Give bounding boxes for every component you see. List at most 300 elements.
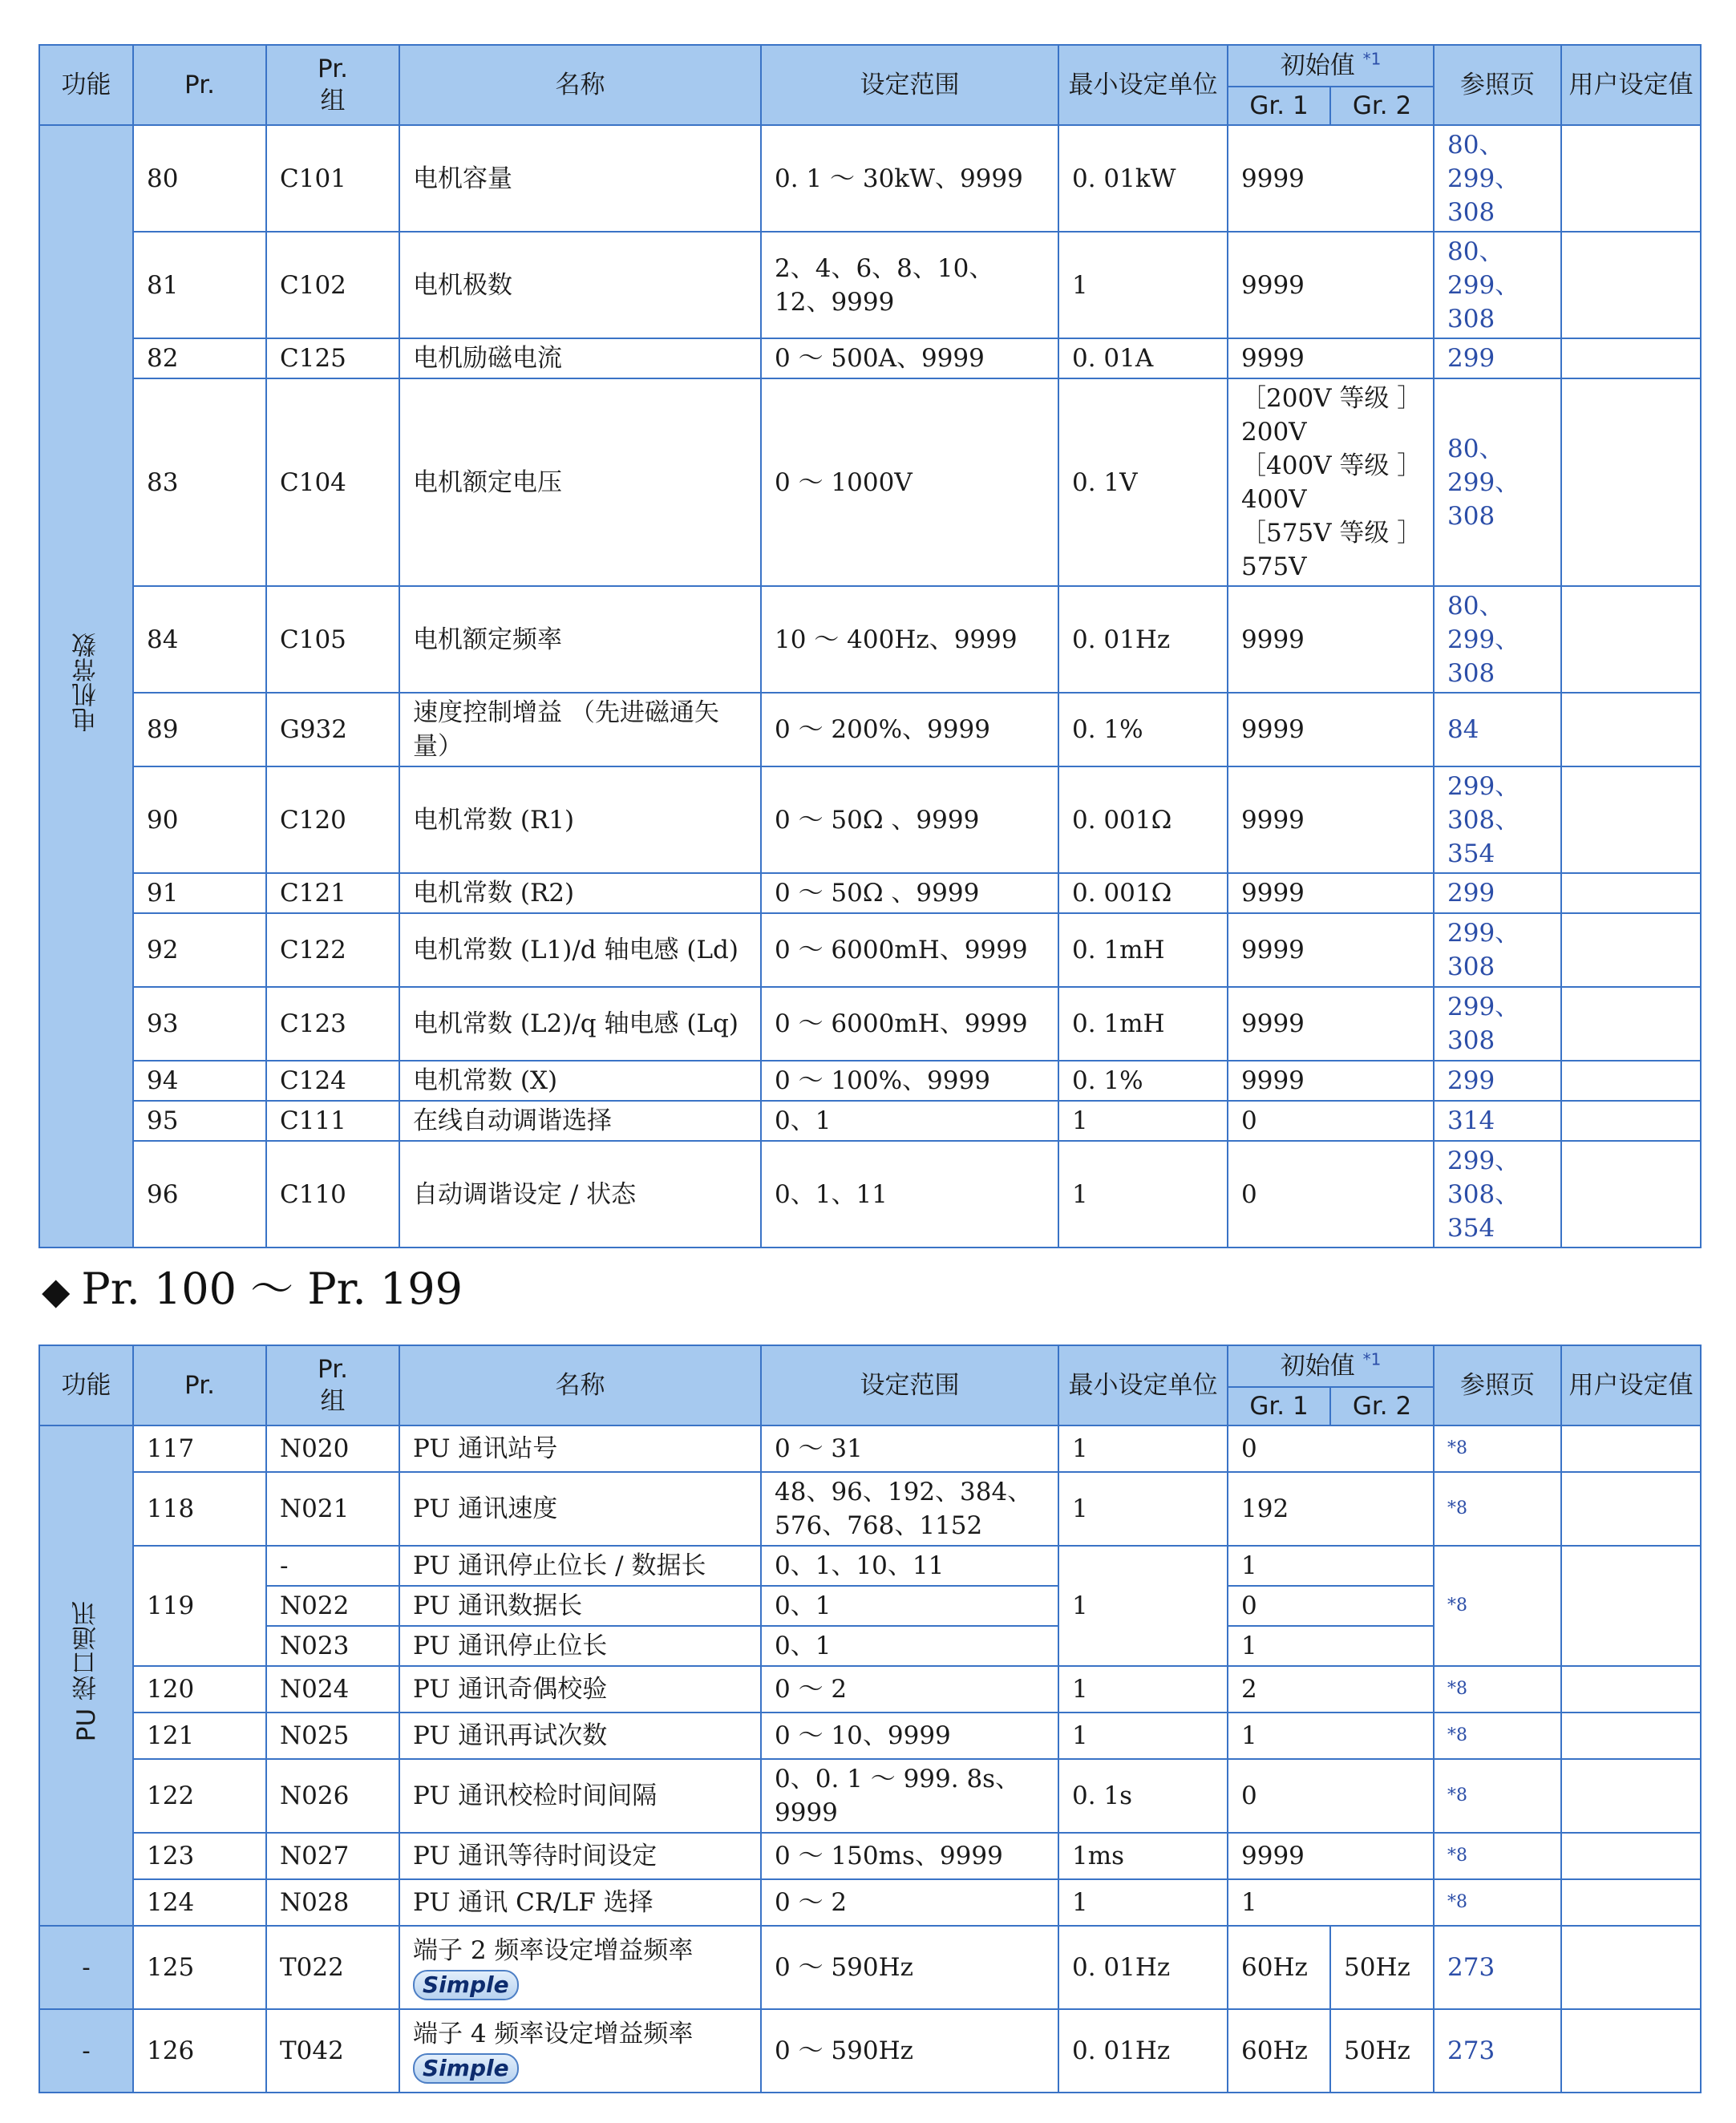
- min-unit: 0. 1V: [1058, 378, 1228, 586]
- user-setting: [1561, 338, 1701, 378]
- reference-page-link[interactable]: 308: [1447, 197, 1495, 227]
- pr-number: 96: [133, 1141, 266, 1248]
- param-name: 电机常数 (X): [399, 1061, 761, 1101]
- header-initial-note[interactable]: *1: [1362, 49, 1382, 69]
- initial-value-line: 575V: [1241, 552, 1307, 581]
- min-unit: 1: [1058, 1546, 1228, 1666]
- setting-range: 0 ～ 6000mH、9999: [761, 987, 1058, 1061]
- reference-note-link[interactable]: *8: [1447, 1595, 1467, 1616]
- user-setting: [1561, 586, 1701, 693]
- reference-page: [1434, 1666, 1561, 1713]
- table-row: [39, 766, 1701, 873]
- user-setting: [1561, 693, 1701, 766]
- setting-range: 0 ～ 6000mH、9999: [761, 913, 1058, 987]
- param-name: 电机额定频率: [399, 586, 761, 693]
- pr-group: C124: [266, 1061, 399, 1101]
- user-setting: [1561, 987, 1701, 1061]
- pr-number: 81: [133, 232, 266, 338]
- pr-number: 124: [133, 1879, 266, 1926]
- param-name: PU 通讯奇偶校验: [399, 1666, 761, 1713]
- initial-value-line: ［575V 等级 ］: [1241, 518, 1422, 548]
- reference-page: [1434, 873, 1561, 913]
- header-name: 名称: [399, 45, 761, 125]
- setting-range: 0 ～ 100%、9999: [761, 1061, 1058, 1101]
- header-initial-text: 初始值: [1280, 51, 1355, 80]
- initial-value: 9999: [1228, 987, 1434, 1061]
- user-setting: [1561, 1833, 1701, 1879]
- header-pr-group: [266, 45, 399, 125]
- initial-value: 0: [1228, 1586, 1434, 1626]
- pr-group: N026: [266, 1759, 399, 1833]
- initial-value: 9999: [1228, 873, 1434, 913]
- header-range: 设定范围: [761, 1345, 1058, 1425]
- reference-page: [1434, 125, 1561, 232]
- reference-page: [1434, 1061, 1561, 1101]
- initial-value: 0: [1228, 1101, 1434, 1141]
- table-row: [39, 1713, 1701, 1759]
- param-name-text: 端子 4 频率设定增益频率: [413, 2020, 694, 2048]
- initial-value-gr2: 50Hz: [1330, 1926, 1434, 2009]
- header-initial: [1228, 1345, 1434, 1387]
- setting-range: 0 ～ 590Hz: [761, 1926, 1058, 2009]
- initial-value: 1: [1228, 1626, 1434, 1666]
- user-setting: [1561, 378, 1701, 586]
- reference-note-link[interactable]: *8: [1447, 1498, 1467, 1518]
- reference-page-link[interactable]: 299、: [1447, 625, 1520, 654]
- table-row: [39, 338, 1701, 378]
- param-name: 电机极数: [399, 232, 761, 338]
- param-name: 电机额定电压: [399, 378, 761, 586]
- pr-number: 122: [133, 1759, 266, 1833]
- param-name: 电机常数 (R2): [399, 873, 761, 913]
- function-label: 电机常数: [71, 632, 101, 732]
- setting-range: 0 ～ 200%、9999: [761, 693, 1058, 766]
- min-unit: 1: [1058, 1666, 1228, 1713]
- table-row: [39, 1546, 1701, 1586]
- function-cell: [39, 1425, 133, 1926]
- table-row: [39, 1926, 1701, 2009]
- user-setting: [1561, 232, 1701, 338]
- param-name: PU 通讯等待时间设定: [399, 1833, 761, 1879]
- reference-page-link[interactable]: 299: [1447, 1066, 1495, 1095]
- setting-range: 0、1: [761, 1626, 1058, 1666]
- user-setting: [1561, 1425, 1701, 1472]
- initial-value: 9999: [1228, 338, 1434, 378]
- table-row: [39, 913, 1701, 987]
- user-setting: [1561, 766, 1701, 873]
- reference-page: [1434, 2009, 1561, 2093]
- reference-page-link[interactable]: 299、: [1447, 164, 1520, 193]
- pr-number: 95: [133, 1101, 266, 1141]
- initial-value: 9999: [1228, 586, 1434, 693]
- header-initial: [1228, 45, 1434, 87]
- pr-number: 117: [133, 1425, 266, 1472]
- reference-page: [1434, 987, 1561, 1061]
- param-name: PU 通讯站号: [399, 1425, 761, 1472]
- param-name: PU 通讯停止位长: [399, 1626, 761, 1666]
- initial-value-gr1: 60Hz: [1228, 1926, 1330, 2009]
- header-min-unit: 最小设定单位: [1058, 45, 1228, 125]
- pr-number: 90: [133, 766, 266, 873]
- table-row: [39, 987, 1701, 1061]
- param-name: PU 通讯再试次数: [399, 1713, 761, 1759]
- param-name: 速度控制增益 （先进磁通矢量）: [399, 693, 761, 766]
- pr-group: -: [266, 1546, 399, 1586]
- pr-group: C121: [266, 873, 399, 913]
- reference-page: [1434, 586, 1561, 693]
- user-setting: [1561, 1759, 1701, 1833]
- header-initial-text: 初始值: [1280, 1352, 1355, 1381]
- min-unit: 0. 001Ω: [1058, 873, 1228, 913]
- min-unit: 0. 1mH: [1058, 987, 1228, 1061]
- setting-range: 0. 1 ～ 30kW、9999: [761, 125, 1058, 232]
- setting-range: 0 ～ 50Ω 、9999: [761, 766, 1058, 873]
- min-unit: 0. 1%: [1058, 693, 1228, 766]
- initial-value: 9999: [1228, 913, 1434, 987]
- min-unit: 0. 01A: [1058, 338, 1228, 378]
- reference-page: [1434, 1879, 1561, 1926]
- pr-number: 84: [133, 586, 266, 693]
- pr-group: N025: [266, 1713, 399, 1759]
- pr-number: 126: [133, 2009, 266, 2093]
- reference-page: [1434, 693, 1561, 766]
- param-name: 电机励磁电流: [399, 338, 761, 378]
- initial-value-line: 200V: [1241, 417, 1307, 447]
- initial-value: 9999: [1228, 693, 1434, 766]
- pr-number: 119: [133, 1546, 266, 1666]
- setting-range: 0、0. 1 ～ 999. 8s、9999: [761, 1759, 1058, 1833]
- reference-page-link[interactable]: 299、: [1447, 467, 1520, 497]
- min-unit: 1: [1058, 1101, 1228, 1141]
- table-row: [39, 693, 1701, 766]
- pr-group: C111: [266, 1101, 399, 1141]
- pr-group: N023: [266, 1626, 399, 1666]
- reference-page: [1434, 232, 1561, 338]
- setting-range: 2、4、6、8、10、12、9999: [761, 232, 1058, 338]
- setting-range: 0、1: [761, 1586, 1058, 1626]
- table-row: [39, 378, 1701, 586]
- pr-group: N028: [266, 1879, 399, 1926]
- user-setting: [1561, 1546, 1701, 1666]
- initial-value: 9999: [1228, 766, 1434, 873]
- table-row: [39, 232, 1701, 338]
- table-row: [39, 586, 1701, 693]
- header-min-unit: 最小设定单位: [1058, 1345, 1228, 1425]
- header-ref-page: 参照页: [1434, 45, 1561, 125]
- pr-number: 125: [133, 1926, 266, 2009]
- reference-page-link[interactable]: 84: [1447, 715, 1479, 744]
- table-row: [39, 1759, 1701, 1833]
- pr-number: 89: [133, 693, 266, 766]
- pr-group: N022: [266, 1586, 399, 1626]
- setting-range: 0、1: [761, 1101, 1058, 1141]
- reference-page-link[interactable]: 308、: [1447, 1179, 1520, 1209]
- user-setting: [1561, 1141, 1701, 1248]
- pr-group: C125: [266, 338, 399, 378]
- reference-page-link[interactable]: 299、: [1447, 771, 1520, 801]
- initial-value: 1: [1228, 1879, 1434, 1926]
- min-unit: 0. 01Hz: [1058, 586, 1228, 693]
- initial-value-line: ［200V 等级 ］: [1241, 383, 1422, 413]
- reference-page-link[interactable]: 299、: [1447, 919, 1520, 948]
- user-setting: [1561, 125, 1701, 232]
- header-pr-group-text: Pr. 组: [318, 55, 348, 115]
- param-name: 自动调谐设定 / 状态: [399, 1141, 761, 1248]
- pr-number: 82: [133, 338, 266, 378]
- parameter-table-pu-communication: [38, 1345, 1702, 2093]
- param-name-text: 端子 2 频率设定增益频率: [413, 1936, 694, 1965]
- reference-page-link[interactable]: 354: [1447, 1213, 1495, 1243]
- section-heading: [42, 1261, 463, 1319]
- reference-page-link[interactable]: 354: [1447, 839, 1495, 868]
- table-row: [39, 1833, 1701, 1879]
- reference-note-link[interactable]: *8: [1447, 1438, 1467, 1458]
- pr-number: 123: [133, 1833, 266, 1879]
- reference-page: [1434, 1546, 1561, 1666]
- pr-number: 94: [133, 1061, 266, 1101]
- reference-page-link[interactable]: 299、: [1447, 1146, 1520, 1175]
- pr-group: C110: [266, 1141, 399, 1248]
- setting-range: 0 ～ 590Hz: [761, 2009, 1058, 2093]
- param-name: 电机常数 (L1)/d 轴电感 (Ld): [399, 913, 761, 987]
- initial-value: 192: [1228, 1472, 1434, 1546]
- reference-page: [1434, 1472, 1561, 1546]
- initial-value: 9999: [1228, 232, 1434, 338]
- table-row: [39, 1141, 1701, 1248]
- setting-range: 0、1、11: [761, 1141, 1058, 1248]
- reference-page-link[interactable]: 308: [1447, 658, 1495, 688]
- param-name: PU 通讯速度: [399, 1472, 761, 1546]
- table-row: [39, 1061, 1701, 1101]
- initial-value: 0: [1228, 1759, 1434, 1833]
- header-pr: Pr.: [133, 45, 266, 125]
- reference-page-link[interactable]: 80、: [1447, 130, 1504, 160]
- pr-group: C102: [266, 232, 399, 338]
- header-name: 名称: [399, 1345, 761, 1425]
- setting-range: 0、1、10、11: [761, 1546, 1058, 1586]
- min-unit: 1: [1058, 232, 1228, 338]
- reference-page-link[interactable]: 273: [1447, 1953, 1495, 1982]
- reference-note-link[interactable]: *8: [1447, 1679, 1467, 1699]
- user-setting: [1561, 1666, 1701, 1713]
- reference-page-link[interactable]: 308: [1447, 501, 1495, 531]
- initial-value: 0: [1228, 1141, 1434, 1248]
- table-row: [39, 1101, 1701, 1141]
- reference-page-link[interactable]: 80、: [1447, 237, 1504, 266]
- setting-range: 10 ～ 400Hz、9999: [761, 586, 1058, 693]
- header-gr2: Gr. 2: [1330, 87, 1434, 125]
- min-unit: 0. 01Hz: [1058, 2009, 1228, 2093]
- initial-value-line: ［400V 等级 ］: [1241, 451, 1422, 480]
- header-gr1: Gr. 1: [1228, 87, 1330, 125]
- param-name: PU 通讯 CR/LF 选择: [399, 1879, 761, 1926]
- pr-number: 91: [133, 873, 266, 913]
- user-setting: [1561, 2009, 1701, 2093]
- function-cell: -: [39, 1926, 133, 2009]
- reference-note-link[interactable]: *8: [1447, 1846, 1467, 1866]
- param-name: 在线自动调谐选择: [399, 1101, 761, 1141]
- user-setting: [1561, 913, 1701, 987]
- table-row: [39, 873, 1701, 913]
- reference-page-link[interactable]: 299: [1447, 344, 1495, 373]
- header-function: 功能: [39, 1345, 133, 1425]
- table-row: [39, 1666, 1701, 1713]
- min-unit: 1: [1058, 1472, 1228, 1546]
- pr-group: T042: [266, 2009, 399, 2093]
- reference-note-link[interactable]: *8: [1447, 1892, 1467, 1912]
- initial-value: 2: [1228, 1666, 1434, 1713]
- reference-page: [1434, 766, 1561, 873]
- min-unit: 0. 01kW: [1058, 125, 1228, 232]
- function-cell: -: [39, 2009, 133, 2093]
- initial-value: 0: [1228, 1425, 1434, 1472]
- pr-group: C105: [266, 586, 399, 693]
- reference-page-link[interactable]: 308: [1447, 304, 1495, 334]
- table-row: [39, 2009, 1701, 2093]
- user-setting: [1561, 1101, 1701, 1141]
- reference-page-link[interactable]: 308: [1447, 1026, 1495, 1055]
- simple-mode-badge: Simple: [413, 1970, 519, 2000]
- pr-group: C123: [266, 987, 399, 1061]
- user-setting: [1561, 1472, 1701, 1546]
- min-unit: 0. 1s: [1058, 1759, 1228, 1833]
- header-function: 功能: [39, 45, 133, 125]
- initial-value: 9999: [1228, 1061, 1434, 1101]
- param-name: 电机常数 (R1): [399, 766, 761, 873]
- pr-group: N027: [266, 1833, 399, 1879]
- header-gr1: Gr. 1: [1228, 1387, 1330, 1425]
- initial-value: 9999: [1228, 125, 1434, 232]
- reference-page-link[interactable]: 273: [1447, 2036, 1495, 2065]
- pr-group: N021: [266, 1472, 399, 1546]
- reference-page: [1434, 1759, 1561, 1833]
- setting-range: 0 ～ 2: [761, 1666, 1058, 1713]
- reference-page: [1434, 1833, 1561, 1879]
- reference-page: [1434, 378, 1561, 586]
- param-name: 电机容量: [399, 125, 761, 232]
- user-setting: [1561, 1713, 1701, 1759]
- reference-page: [1434, 338, 1561, 378]
- user-setting: [1561, 873, 1701, 913]
- param-name: [399, 1926, 761, 2009]
- param-name: [399, 2009, 761, 2093]
- pr-group: C101: [266, 125, 399, 232]
- reference-page-link[interactable]: 314: [1447, 1106, 1495, 1135]
- pr-group: C122: [266, 913, 399, 987]
- table-row: [39, 1879, 1701, 1926]
- pr-group: N020: [266, 1425, 399, 1472]
- header-pr: Pr.: [133, 1345, 266, 1425]
- param-name: PU 通讯停止位长 / 数据长: [399, 1546, 761, 1586]
- reference-page-link[interactable]: 80、: [1447, 434, 1504, 463]
- param-name: PU 通讯数据长: [399, 1586, 761, 1626]
- setting-range: 0 ～ 31: [761, 1425, 1058, 1472]
- pr-number: 80: [133, 125, 266, 232]
- min-unit: 1: [1058, 1713, 1228, 1759]
- setting-range: 0 ～ 10、9999: [761, 1713, 1058, 1759]
- pr-group: C104: [266, 378, 399, 586]
- reference-page: [1434, 913, 1561, 987]
- setting-range: 0 ～ 500A、9999: [761, 338, 1058, 378]
- simple-mode-badge: Simple: [413, 2053, 519, 2084]
- parameter-table-motor-constants: [38, 44, 1702, 1248]
- pr-number: 118: [133, 1472, 266, 1546]
- initial-value: 9999: [1228, 1833, 1434, 1879]
- table-row: [39, 125, 1701, 232]
- header-pr-group: [266, 1345, 399, 1425]
- min-unit: 0. 1mH: [1058, 913, 1228, 987]
- setting-range: 0 ～ 50Ω 、9999: [761, 873, 1058, 913]
- header-ref-page: 参照页: [1434, 1345, 1561, 1425]
- min-unit: 0. 01Hz: [1058, 1926, 1228, 2009]
- function-label: PU 接口通讯: [71, 1600, 101, 1742]
- min-unit: 1: [1058, 1141, 1228, 1248]
- pr-group: N024: [266, 1666, 399, 1713]
- param-name: 电机常数 (L2)/q 轴电感 (Lq): [399, 987, 761, 1061]
- min-unit: 1ms: [1058, 1833, 1228, 1879]
- pr-number: 120: [133, 1666, 266, 1713]
- pr-number: 92: [133, 913, 266, 987]
- header-user-setting: 用户设定值: [1561, 45, 1701, 125]
- section-title: Pr. 100 ～ Pr. 199: [81, 1264, 463, 1314]
- header-initial-note[interactable]: *1: [1362, 1349, 1382, 1369]
- initial-value-gr2: 50Hz: [1330, 2009, 1434, 2093]
- min-unit: 1: [1058, 1425, 1228, 1472]
- reference-page: [1434, 1101, 1561, 1141]
- initial-value: [1228, 378, 1434, 586]
- reference-page-link[interactable]: 308、: [1447, 805, 1520, 835]
- pr-group: G932: [266, 693, 399, 766]
- setting-range: 48、96、192、384、576、768、1152: [761, 1472, 1058, 1546]
- initial-value: 1: [1228, 1546, 1434, 1586]
- reference-page: [1434, 1425, 1561, 1472]
- diamond-icon: ◆: [42, 1269, 71, 1312]
- setting-range: 0 ～ 1000V: [761, 378, 1058, 586]
- reference-note-link[interactable]: *8: [1447, 1785, 1467, 1806]
- pr-group: C120: [266, 766, 399, 873]
- min-unit: 0. 1%: [1058, 1061, 1228, 1101]
- min-unit: 1: [1058, 1879, 1228, 1926]
- user-setting: [1561, 1926, 1701, 2009]
- pr-number: 93: [133, 987, 266, 1061]
- reference-page-link[interactable]: 80、: [1447, 591, 1504, 621]
- header-pr-group-text: Pr. 组: [318, 1355, 348, 1416]
- min-unit: 0. 001Ω: [1058, 766, 1228, 873]
- reference-page-link[interactable]: 299、: [1447, 270, 1520, 300]
- reference-page-link[interactable]: 299、: [1447, 993, 1520, 1021]
- user-setting: [1561, 1061, 1701, 1101]
- setting-range: 0 ～ 2: [761, 1879, 1058, 1926]
- table-row: [39, 1472, 1701, 1546]
- reference-page-link[interactable]: 308: [1447, 952, 1495, 981]
- reference-page: [1434, 1141, 1561, 1248]
- pr-number: 121: [133, 1713, 266, 1759]
- header-user-setting: 用户设定值: [1561, 1345, 1701, 1425]
- setting-range: 0 ～ 150ms、9999: [761, 1833, 1058, 1879]
- table-row: [39, 1425, 1701, 1472]
- header-range: 设定范围: [761, 45, 1058, 125]
- header-gr2: Gr. 2: [1330, 1387, 1434, 1425]
- function-cell: [39, 125, 133, 1248]
- param-name: PU 通讯校检时间间隔: [399, 1759, 761, 1833]
- pr-number: 83: [133, 378, 266, 586]
- initial-value-gr1: 60Hz: [1228, 2009, 1330, 2093]
- initial-value: 1: [1228, 1713, 1434, 1759]
- reference-note-link[interactable]: *8: [1447, 1725, 1467, 1745]
- user-setting: [1561, 1879, 1701, 1926]
- initial-value-line: 400V: [1241, 484, 1307, 514]
- reference-page-link[interactable]: 299: [1447, 879, 1495, 908]
